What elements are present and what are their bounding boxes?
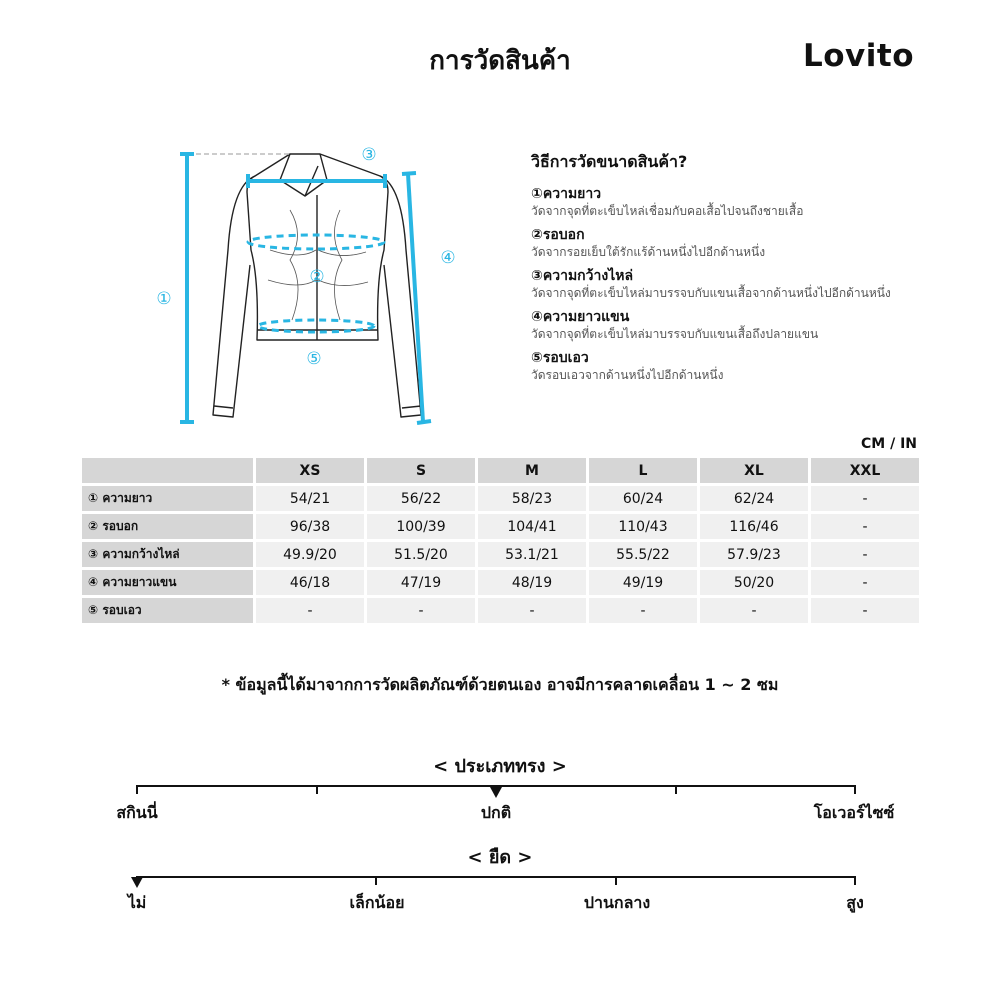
row-label: ② รอบอก [82, 514, 253, 539]
row-label: ③ ความกว้างไหล่ [82, 542, 253, 567]
table-cell: - [589, 598, 697, 623]
guide-title: วิธีการวัดขนาดสินค้า? [531, 152, 688, 171]
table-row [82, 598, 919, 623]
guide-item-desc: วัดจากจุดที่ตะเข็บไหล่มาบรรจบกับแขนเสื้อจากด้านหนึ่งไปอีกด้านหนึ่ง [531, 286, 891, 300]
guide-item-desc: วัดจากจุดที่ตะเข็บไหล่เชื่อมกับคอเสื้อไปจนถึงชายเสื้อ [531, 204, 804, 218]
table-cell: 47/19 [367, 570, 475, 595]
stretch-scale-label: เล็กน้อย [349, 893, 405, 912]
table-cell: 110/43 [589, 514, 697, 539]
table-cell: 49.9/20 [256, 542, 364, 567]
size-header: XS [256, 458, 364, 483]
fit-scale-tick [136, 785, 138, 794]
table-row [82, 486, 919, 511]
marker-shoulder: ③ [361, 145, 377, 165]
guide-item-title: ③ความกว้างไหล่ [531, 268, 634, 284]
guide-item-title: ⑤รอบเอว [531, 350, 589, 366]
page-title: การวัดสินค้า [429, 46, 571, 76]
table-cell: 51.5/20 [367, 542, 475, 567]
table-corner [82, 458, 253, 483]
guide-item-length [531, 185, 951, 219]
table-cell: 100/39 [367, 514, 475, 539]
guide-item-sleeve [531, 308, 951, 342]
stretch-scale-tick [375, 876, 377, 885]
brand-logo: Lovito [802, 38, 914, 74]
size-header-row [82, 458, 919, 483]
fit-scale-label: โอเวอร์ไซซ์ [813, 803, 895, 822]
marker-length: ① [156, 289, 172, 309]
size-header: M [478, 458, 586, 483]
garment-diagram [140, 140, 460, 435]
guide-item-desc: วัดรอบเอวจากด้านหนึ่งไปอีกด้านหนึ่ง [531, 368, 724, 382]
table-row [82, 542, 919, 567]
table-cell: 62/24 [700, 486, 808, 511]
table-cell: - [256, 598, 364, 623]
stretch-scale-tick [615, 876, 617, 885]
stretch-scale-label: ไม่ [127, 893, 147, 912]
table-row [82, 514, 919, 539]
fit-scale-label: ปกติ [480, 803, 512, 822]
table-cell: 57.9/23 [700, 542, 808, 567]
table-cell: - [478, 598, 586, 623]
fit-scale-tick [675, 785, 677, 794]
size-header: S [367, 458, 475, 483]
size-header: XXL [811, 458, 919, 483]
table-cell: 56/22 [367, 486, 475, 511]
table-cell: 58/23 [478, 486, 586, 511]
table-cell: 96/38 [256, 514, 364, 539]
stretch-scale-label: ปานกลาง [583, 893, 651, 912]
measurement-note: * ข้อมูลนี้ได้มาจากการวัดผลิตภัณฑ์ด้วยตนเอง อาจมีการคลาดเคลื่อน 1 ~ 2 ซม [221, 675, 779, 694]
table-cell: 49/19 [589, 570, 697, 595]
size-header: L [589, 458, 697, 483]
table-cell: - [700, 598, 808, 623]
table-cell: 46/18 [256, 570, 364, 595]
guide-item-shoulder [531, 267, 951, 301]
fit-selected-marker-icon [490, 787, 502, 798]
table-cell: 54/21 [256, 486, 364, 511]
guide-item-desc: วัดจากรอยเย็บใต้รักแร้ด้านหนึ่งไปอีกด้านหนึ่ง [531, 245, 766, 259]
stretch-scale-line [136, 876, 856, 878]
size-table [79, 455, 922, 626]
guide-item-title: ①ความยาว [531, 186, 602, 202]
table-cell: - [811, 514, 919, 539]
row-label: ⑤ รอบเอว [82, 598, 253, 623]
stretch-scale-title: < ยืด > [467, 847, 533, 868]
marker-bust: ② [309, 267, 325, 287]
fit-scale-tick [316, 785, 318, 794]
unit-label: CM / IN [861, 436, 917, 452]
table-row [82, 570, 919, 595]
guide-item-title: ②รอบอก [531, 227, 585, 243]
table-cell: 116/46 [700, 514, 808, 539]
table-cell: 60/24 [589, 486, 697, 511]
table-cell: - [367, 598, 475, 623]
marker-sleeve: ④ [440, 248, 456, 268]
fit-scale-tick [854, 785, 856, 794]
fit-scale-title: < ประเภททรง > [433, 756, 567, 777]
measurement-guide [531, 150, 951, 390]
fit-scale-label: สกินนี่ [116, 803, 158, 822]
table-cell: - [811, 542, 919, 567]
guide-item-title: ④ความยาวแขน [531, 309, 630, 325]
table-cell: 104/41 [478, 514, 586, 539]
marker-waist: ⑤ [306, 349, 322, 369]
stretch-scale-tick [854, 876, 856, 885]
table-cell: - [811, 598, 919, 623]
guide-item-bust [531, 226, 951, 260]
table-cell: 50/20 [700, 570, 808, 595]
guide-item-desc: วัดจากจุดที่ตะเข็บไหล่มาบรรจบกับแขนเสื้อถึงปลายแขน [531, 327, 819, 341]
jacket-illustration [140, 140, 460, 435]
guide-item-waist [531, 349, 951, 383]
stretch-scale-label: สูง [846, 893, 864, 912]
table-cell: 55.5/22 [589, 542, 697, 567]
table-cell: - [811, 570, 919, 595]
stretch-selected-marker-icon [131, 877, 143, 888]
size-header: XL [700, 458, 808, 483]
row-label: ① ความยาว [82, 486, 253, 511]
table-cell: 53.1/21 [478, 542, 586, 567]
table-cell: 48/19 [478, 570, 586, 595]
table-cell: - [811, 486, 919, 511]
row-label: ④ ความยาวแขน [82, 570, 253, 595]
